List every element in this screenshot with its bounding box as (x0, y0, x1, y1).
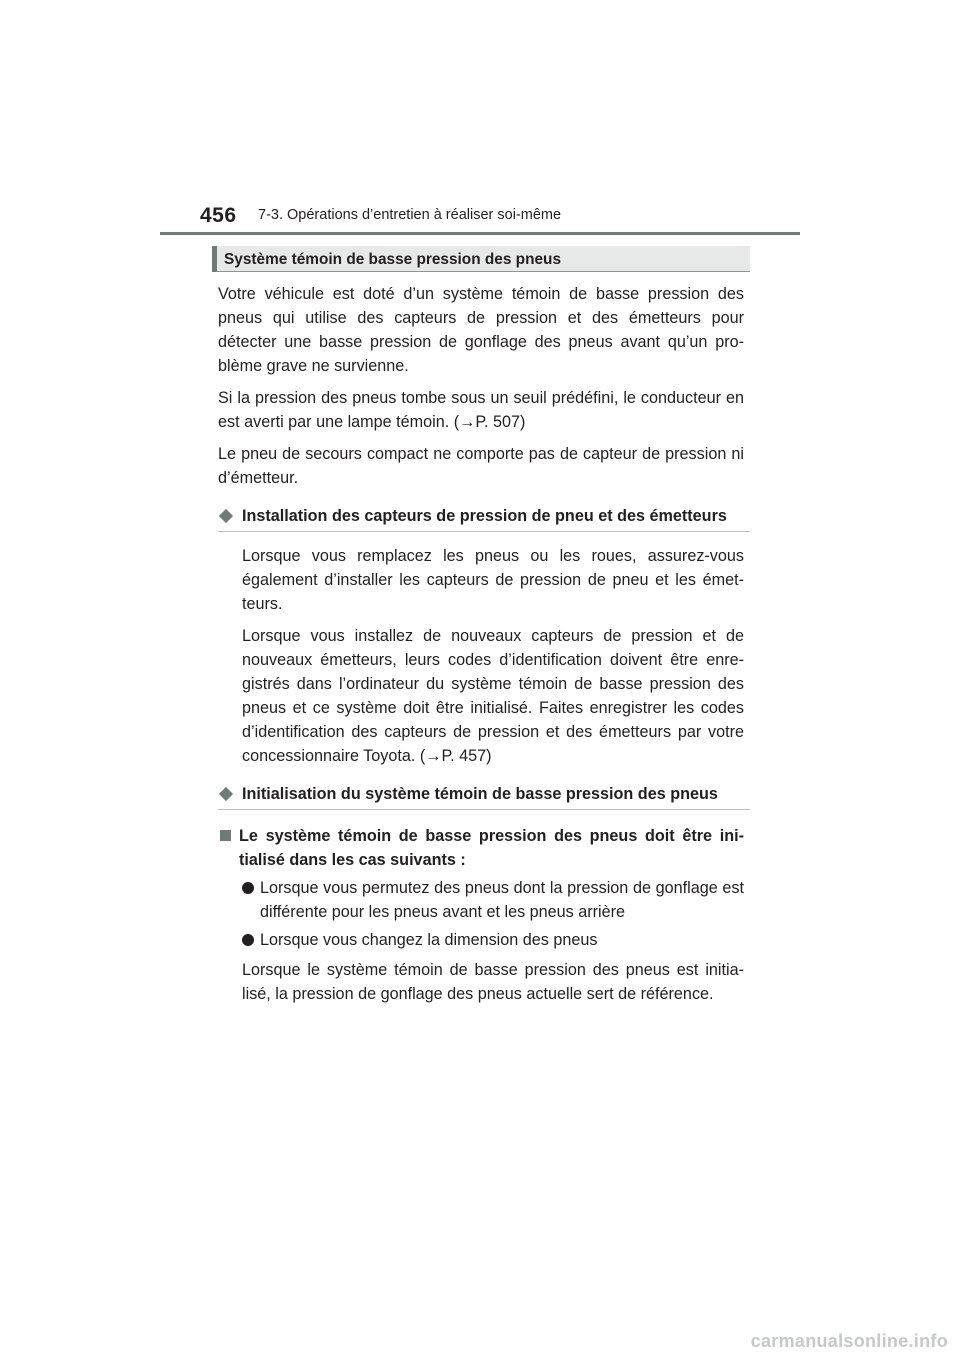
bullet-list (212, 876, 750, 952)
initialisation-closing (212, 958, 750, 1006)
installation-heading-text: Installation des capteurs de pression de pneu et des émetteurs (242, 507, 727, 525)
bullet-icon (242, 882, 254, 894)
paragraph: Lorsque le système témoin de basse pression des pneus est initia-lisé, la pression de gonflage des pneus actuelle sert de référence. (242, 961, 744, 1003)
list-item (242, 928, 744, 952)
installation-body (212, 544, 750, 768)
paragraph: Lorsque vous installez de nouveaux capteurs de pression et de nouveaux émetteurs, leurs codes d’identification doivent être enre-gistrés dans l’ordinateur du système témoin de basse pression des pneus et ce système doit être initialisé. Faites enregistrer les codes d’identification des capteurs de pression et des émetteurs par votre concessionnaire Toyota. (→P. 457) (242, 627, 744, 765)
list-item-text: Lorsque vous changez la dimension des pneus (260, 931, 598, 949)
page-header (0, 0, 960, 240)
watermark: carmanualsonline.info (750, 1331, 948, 1351)
diamond-icon (219, 787, 233, 801)
paragraph: Lorsque vous remplacez les pneus ou les roues, assurez-vous également d’installer les capteurs de pression de pneu et les émet-teurs. (242, 547, 744, 613)
installation-heading (218, 504, 750, 532)
chapter-title: 7-3. Opérations d’entretien à réaliser soi-même (258, 207, 562, 223)
section-title: Système témoin de basse pression des pneus (212, 246, 750, 272)
initialisation-heading-text: Initialisation du système témoin de basse pression des pneus (242, 785, 718, 803)
paragraph: Votre véhicule est doté d’un système témoin de basse pression des pneus qui utilise des capteurs de pression et des émetteurs pour détecter une basse pression de gonflage des pneus avant qu’un pro-blème grave ne survienne. (218, 285, 744, 375)
page-number: 456 (200, 204, 237, 227)
square-icon (220, 830, 231, 841)
section-intro (212, 282, 750, 490)
list-item-text: Lorsque vous permutez des pneus dont la pression de gonflage est différente pour les pneus avant et les pneus arrière (260, 879, 744, 921)
initialisation-subheading (218, 824, 744, 872)
initialisation-heading (218, 782, 750, 810)
paragraph: Le pneu de secours compact ne comporte pas de capteur de pression ni d’émetteur. (218, 445, 744, 487)
paragraph: Si la pression des pneus tombe sous un seuil prédéfini, le conducteur en est averti par une lampe témoin. (→P. 507) (218, 389, 744, 431)
initialisation-subheading-text: Le système témoin de basse pression des pneus doit être ini-tialisé dans les cas suivants : (239, 827, 744, 869)
diamond-icon (219, 509, 233, 523)
list-item (242, 876, 744, 924)
bullet-icon (242, 934, 254, 946)
page-content (212, 246, 750, 1006)
header-rule (160, 232, 800, 235)
